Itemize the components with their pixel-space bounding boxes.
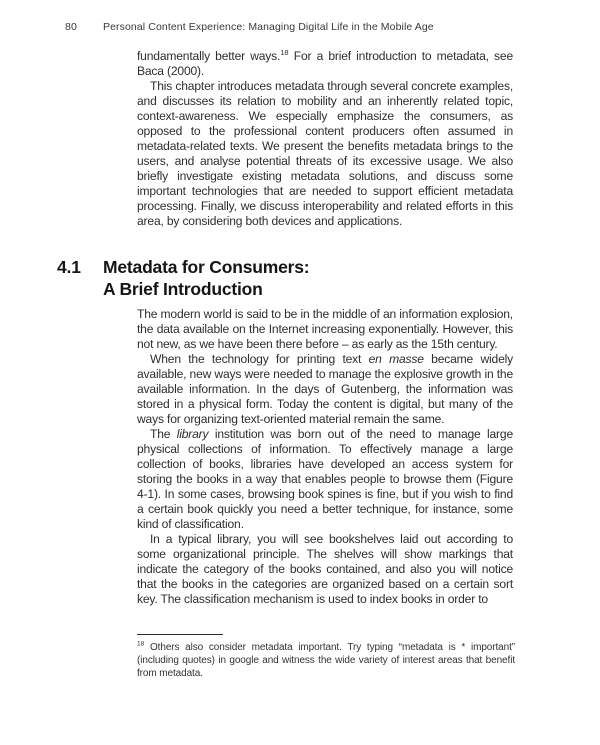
footnote: [137, 634, 515, 680]
section-paragraphs: [137, 307, 513, 607]
paragraph-text: The: [150, 427, 177, 441]
footnote-reference: 18: [280, 47, 289, 57]
running-header: [65, 21, 540, 33]
paragraph-modern-world: The modern world is said to be in the middle of an information explosion, the data available on the Internet increasing exponentially. However, this not new, as we have been there before – as early as the 15th century.: [137, 307, 513, 351]
running-title: Personal Content Experience: Managing Digital Life in the Mobile Age: [103, 21, 434, 33]
paragraph-text: institution was born out of the need to manage large physical collections of information. To effectively manage a large collection of books, libraries have developed an access system for storing the books in a way that enables people to browse them (Figure 4-1). In some cases, browsing book spines is fine, but if you wish to find a certain book quickly you need a better technique, for instance, some kind of classification.: [137, 427, 513, 531]
section-title: [103, 256, 540, 300]
footnote-body: Others also consider metadata important. Try typing “metadata is * important” (including quotes) in google and witness the wide variety of interest areas that benefit from metadata.: [137, 642, 515, 679]
paragraph-typical-library: In a typical library, you will see bookshelves laid out according to some organizational principle. The shelves will show markings that indicate the category of the books contained, and also you will notice that the books in the categories are organized based on a certain sort key. The classification mechanism is used to index books in order to: [137, 532, 513, 606]
footnote-text: [137, 641, 515, 680]
paragraph-chapter-overview: This chapter introduces metadata through several concrete examples, and discusses its relation to mobility and an inherently related topic, context-awareness. We especially emphasize the consumers, as opposed to the professional content producers often assumed in metadata-related texts. We present the benefits metadata brings to the users, and analyse potential threats of its excessive usage. We also briefly investigate existing metadata solutions, and discuss some important technologies that are needed to support efficient metadata processing. Finally, we discuss interoperability and related efforts in this area, by considering both devices and applications.: [137, 79, 513, 228]
italic-term: library: [176, 427, 209, 441]
intro-paragraphs: [137, 49, 513, 229]
section-heading: [57, 256, 540, 300]
footnote-rule: [137, 634, 223, 635]
paragraph-printing-press: [137, 352, 513, 427]
paragraph-text: fundamentally better ways.: [137, 49, 281, 63]
section-title-line1: Metadata for Consumers:: [103, 257, 310, 277]
section-title-line2: A Brief Introduction: [103, 279, 263, 299]
section-number: 4.1: [57, 257, 81, 277]
paragraph-text: For a brief introduction to metadata, see Baca (2000).: [137, 49, 513, 78]
footnote-marker: 18: [137, 640, 145, 648]
paragraph-text: became widely available, new ways were needed to manage the explosive growth in the available information. In the days of Gutenberg, the information was stored in a physical form. Today the content is digital, but many of the ways for organizing text-oriented material remain the same.: [137, 352, 513, 426]
paragraph-continuation: [137, 49, 513, 79]
italic-term: en masse: [368, 352, 424, 366]
paragraph-library: [137, 427, 513, 532]
page-number: 80: [65, 21, 77, 33]
paragraph-text: When the technology for printing text: [150, 352, 369, 366]
